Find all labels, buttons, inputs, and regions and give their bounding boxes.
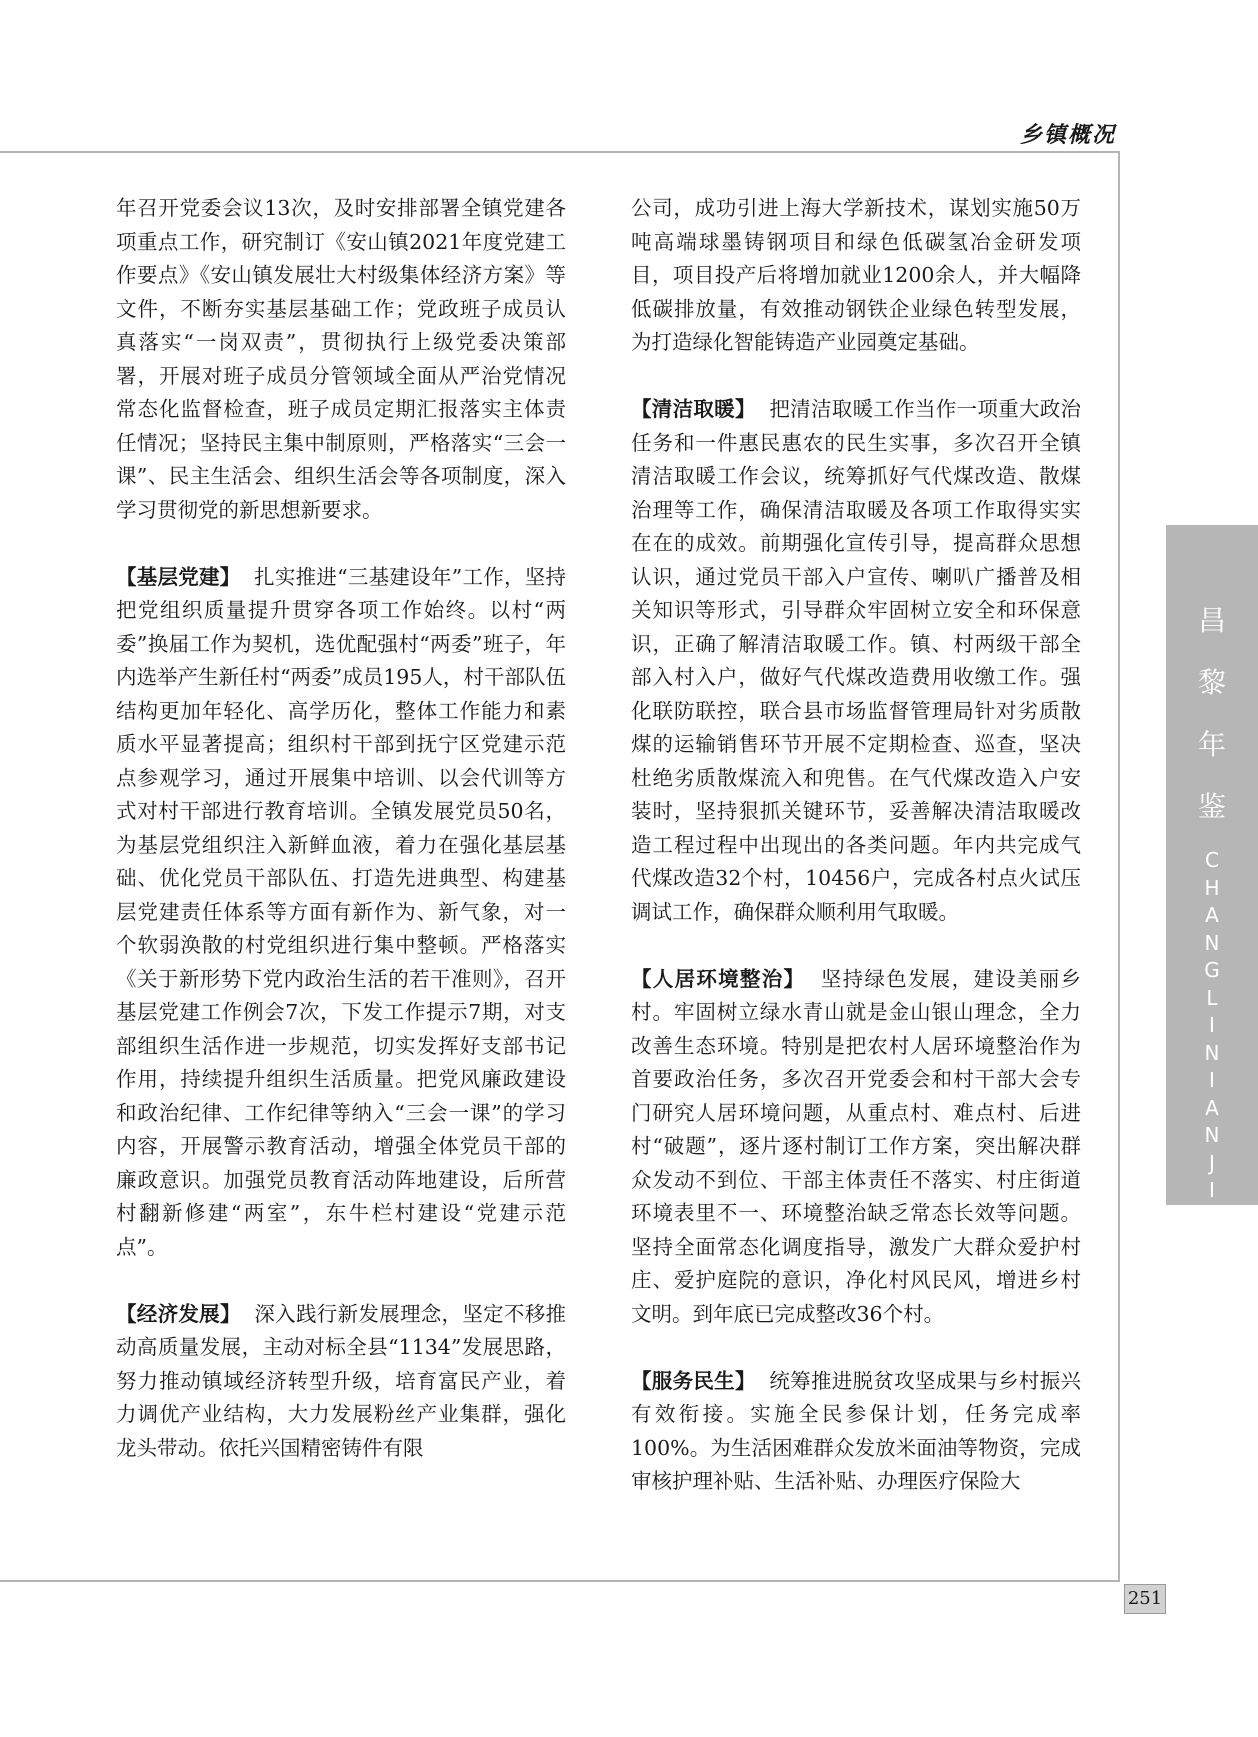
paragraph-heading: 【人居环境整治】	[631, 966, 806, 991]
paragraph-public-services: 【服务民生】 统筹推进脱贫攻坚成果与乡村振兴有效衔接。实施全民参保计划，任务完成率100%。为生活困难群众发放米面油等物资，完成审核护理补贴、生活补贴、办理医疗保险大	[631, 1368, 1081, 1493]
paragraph-heading: 【清洁取暖】	[631, 397, 756, 421]
footer-rule	[0, 1580, 1120, 1582]
side-tab-letter: I	[1209, 1013, 1215, 1037]
paragraph-heading: 【服务民生】	[631, 1368, 756, 1393]
side-tab-letter: L	[1206, 985, 1218, 1010]
side-tab-letter: C	[1205, 848, 1219, 872]
paragraph-clean-heating: 【清洁取暖】 把清洁取暖工作当作一项重大政治任务和一件惠民惠农的民生实事，多次召开全镇清洁取暖工作会议，统筹抓好气代煤改造、散煤治理等工作，确保清洁取暖及各项工作取得实实在在的成效。前期强化宣传引导，提高群众思想认识，通过党员干部入户宣传、喇叭广播普及相关知识等形式，引导群众牢固树立安全和环保意识，正确了解清洁取暖工作。镇、村两级干部全部入村入户，做好气代煤改造费用收缴工作。强化联防联控，联合县市场监督管理局针对劣质散煤的运输销售环节开展不定期检查、巡查，坚决杜绝劣质散煤流入和兜售。在气代煤改造入户安装时，坚持狠抓关键环节，妥善解决清洁取暖改造工程过程中出现出的各类问题。年内共完成气代煤改造32个村，10456户，完成各村点火试压调试工作，确保群众顺利用气取暖。	[631, 397, 1081, 924]
side-tab-letter: N	[1204, 930, 1220, 955]
page-frame-right-rule	[1118, 151, 1120, 1581]
side-tab-letter: A	[1205, 903, 1219, 927]
side-tab-letter: H	[1204, 875, 1220, 900]
page-number: 251	[1124, 1584, 1166, 1614]
paragraph-economic-development: 【经济发展】 深入践行新发展理念，坚定不移推动高质量发展，主动对标全县“1134”发展思路，努力推动镇域经济转型升级，培育富民产业，着力调优产业结构，大力发展粉丝产业集群，强化龙头带动。依托兴国精密铸件有限	[116, 1301, 566, 1460]
side-tab-letter: N	[1204, 1123, 1220, 1147]
side-tab-letter: G	[1204, 958, 1220, 982]
paragraph-heading: 【基层党建】	[116, 564, 241, 589]
side-tab-letter: A	[1205, 1205, 1219, 1230]
right-column	[631, 192, 1081, 1532]
paragraph-heading: 【经济发展】	[116, 1301, 241, 1326]
side-tab-title-cn	[1166, 590, 1258, 838]
side-tab	[1166, 525, 1258, 1257]
paragraph-living-environment: 【人居环境整治】 坚持绿色发展，建设美丽乡村。牢固树立绿水青山就是金山银山理念，全力改善生态环境。特别是把农村人居环境整治作为首要政治任务，多次召开党委会和村干部大会专门研究人居环境问题，从重点村、难点村、后进村“破题”，逐片逐村制订工作方案，突出解决群众发动不到位、干部主体责任不落实、村庄街道环境表里不一、环境整治缺乏常态长效等问题。坚持全面常态化调度指导，激发广大群众爱护村庄、爱护庭院的意识，净化村风民风，增进乡村文明。到年底已完成整改36个村。	[631, 966, 1082, 1326]
side-tab-letter: A	[1205, 1095, 1219, 1120]
paragraph-grassroots-party: 【基层党建】 扎实推进“三基建设年”工作，坚持把党组织质量提升贯穿各项工作始终。以村“两委”换届工作为契机，选优配强村“两委”班子，年内选举产生新任村“两委”成员195人，村干部队伍结构更加年轻化、高学历化，整体工作能力和素质水平显著提高；组织村干部到抚宁区党建示范点参观学习，通过开展集中培训、以会代训等方式对村干部进行教育培训。全镇发展党员50名，为基层党组织注入新鲜血液，着力在强化基层基础、优化党员干部队伍、打造先进典型、构建基层党建责任体系等方面有新作为、新气象，对一个软弱涣散的村党组织进行集中整顿。严格落实《关于新形势下党内政治生活的若干准则》，召开基层党建工作例会7次，下发工作提示7期，对支部组织生活作进一步规范，切实发挥好支部书记作用，持续提升组织生活质量。把党风廉政建设和政治纪律、工作纪律等纳入“三会一课”的学习内容，开展警示教育活动，增强全体党员干部的廉政意识。加强党员教育活动阵地建设，后所营村翻新修建“两室”，东牛栏村建设“党建示范点”。	[116, 564, 566, 1259]
side-tab-char: 鉴	[1197, 790, 1226, 823]
left-column	[116, 192, 566, 1499]
paragraph-party-affairs-continued: 年召开党委会议13次，及时安排部署全镇党建各项重点工作，研究制订《安山镇2021年度党建工作要点》《安山镇发展壮大村级集体经济方案》等文件，不断夯实基层基础工作；党政班子成员认真落实“一岗双责”，贯彻执行上级党委决策部署，开展对班子成员分管领域全面从严治党情况常态化监督检查，班子成员定期汇报落实主体责任情况；坚持民主集中制原则，严格落实“三会一课”、民主生活会、组织生活会等各项制度，深入学习贯彻党的新思想新要求。	[116, 196, 566, 522]
header-rule	[0, 151, 1120, 153]
side-tab-title-en	[1166, 847, 1258, 1260]
side-tab-char: 年	[1197, 728, 1226, 761]
side-tab-letter: I	[1209, 1178, 1215, 1202]
section-title: 乡镇概况	[1020, 122, 1117, 148]
side-tab-letter: J	[1209, 1150, 1215, 1175]
side-tab-char: 昌	[1197, 604, 1226, 637]
side-tab-letter: N	[1204, 1233, 1220, 1257]
side-tab-letter: N	[1204, 1040, 1220, 1065]
side-tab-letter: I	[1209, 1068, 1215, 1092]
paragraph-economic-continued: 公司，成功引进上海大学新技术，谋划实施50万吨高端球墨铸钢项目和绿色低碳氢冶金研发项目，项目投产后将增加就业1200余人，并大幅降低碳排放量，有效推动钢铁企业绿色转型发展，为打造绿化智能铸造产业园奠定基础。	[631, 196, 1081, 354]
side-tab-char: 黎	[1197, 666, 1226, 699]
